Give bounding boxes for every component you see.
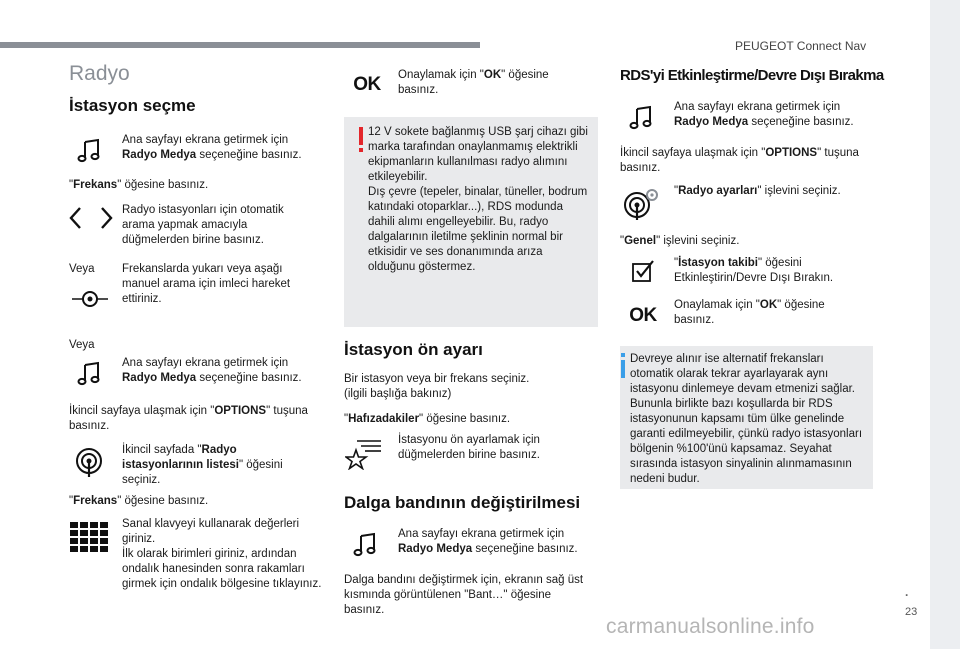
line-general — [620, 234, 870, 249]
step-confirm-ok — [674, 298, 864, 328]
step-confirm-ok — [398, 68, 588, 98]
music-note-icon — [74, 136, 104, 166]
text: seçeneğine basınız. — [196, 372, 302, 384]
text-bold: Radyo ayarları — [678, 185, 758, 197]
text: " öğesine basınız. — [674, 299, 825, 326]
info-box — [620, 346, 873, 489]
text-bold: OK — [759, 299, 778, 311]
step-radio-media — [122, 133, 322, 163]
text: " tuşuna basınız. — [620, 147, 859, 174]
text: İkincil sayfaya ulaşmak için " — [620, 147, 766, 159]
header-title: PEUGEOT Connect Nav — [735, 39, 867, 53]
heading-preset: İstasyon ön ayarı — [344, 340, 483, 359]
text: " işlevini seçiniz. — [656, 235, 740, 247]
text-bold: Radyo Medya — [122, 149, 197, 161]
text-bold: Radyo istasyonlarının listesi — [122, 444, 239, 471]
text: " öğesine basınız. — [398, 69, 549, 96]
text: Ana sayfayı ekrana getirmek için — [398, 528, 565, 540]
text-bold: Frekans — [73, 179, 118, 191]
text: " — [620, 235, 625, 247]
text: " — [344, 413, 349, 425]
text: " öğesine basınız. — [419, 413, 511, 425]
header-rule — [0, 42, 480, 48]
waveband-text: Dalga bandını değiştirmek için, ekranın sağ üst kısmında görüntülenen "Bant…" öğesine basınız. — [344, 574, 584, 616]
info-mark-icon — [621, 360, 625, 378]
page-number: 23 — [905, 606, 918, 618]
ok-icon: OK — [629, 304, 657, 326]
section-title: Radyo — [69, 62, 130, 85]
text-bold: OK — [483, 69, 502, 81]
text: " işlevini seçiniz. — [757, 185, 841, 197]
text: " — [674, 185, 679, 197]
chevron-left-right-icon — [67, 205, 115, 231]
step-radio-media — [398, 527, 598, 557]
info-mark-dot — [621, 353, 625, 357]
line-frequency — [69, 178, 319, 193]
text: seçeneğine basınız. — [748, 116, 854, 128]
step-virtual-keyboard: Sanal klavyeyi kullanarak değerleri giriniz. İlk olarak birimleri giriniz, ardından ondalık hanesinden sonra rakamları girmek için ondalık bölgesine tıklayınız. — [122, 518, 322, 590]
or-label: Veya — [69, 339, 95, 351]
text-bold: Radyo Medya — [398, 543, 473, 555]
text: " öğesine basınız. — [117, 179, 209, 191]
music-note-icon — [626, 103, 656, 133]
text: İkincil sayfada " — [122, 444, 202, 456]
text-bold: İstasyon takibi — [678, 257, 758, 269]
text-bold: OPTIONS — [214, 405, 267, 417]
text: seçeneğine basınız. — [196, 149, 302, 161]
text: " öğesini seçiniz. — [122, 459, 283, 486]
text-bold: OPTIONS — [765, 147, 818, 159]
radio-signal-icon — [73, 446, 105, 478]
line-options — [620, 146, 880, 176]
text: " — [69, 495, 74, 507]
step-auto-search: Radyo istasyonları için otomatik arama yapmak amacıyla düğmelerden birine basınız. — [122, 204, 284, 246]
text: Ana sayfayı ekrana getirmek için — [122, 134, 289, 146]
text-bold: Genel — [624, 235, 657, 247]
text: Ana sayfayı ekrana getirmek için — [674, 101, 841, 113]
heading-rds: RDS'yi Etkinleştirme/Devre Dışı Bırakma — [620, 67, 884, 84]
checkbox-icon — [630, 258, 656, 284]
text: Ana sayfayı ekrana getirmek için — [122, 357, 289, 369]
text-bold: Hafızadakiler — [348, 413, 420, 425]
line-frequency — [69, 494, 319, 509]
music-note-icon — [74, 359, 104, 389]
keypad-icon — [70, 522, 110, 552]
step-preset-button: İstasyonu ön ayarlamak için düğmelerden birine basınız. — [398, 434, 540, 461]
text: " öğesine basınız. — [117, 495, 209, 507]
step-radio-media — [674, 100, 874, 130]
radio-settings-icon — [622, 187, 660, 221]
text-bold: Radyo Medya — [122, 372, 197, 384]
warning-box — [344, 117, 598, 327]
warning-text: 12 V sokete bağlanmış USB şarj cihazı gibi marka tarafından onaylanmamış elektrikli ekipmanların kullanılması radyo alımını etkileyebilir. Dış çevre (tepeler, binalar, tüneller, bodrum katındaki otoparklar...), RDS modunda dahili alımı engelleyebilir. Bu, radyo dalgalarının iletilme şeklinin normal bir etkisidir ve ses donanımında arıza olduğunu göstermez. — [368, 126, 588, 273]
preset-intro: Bir istasyon veya bir frekans seçiniz. (ilgili başlığa bakınız) — [344, 373, 530, 400]
watermark: carmanualsonline.info — [606, 615, 815, 638]
page-side-strip — [930, 0, 960, 649]
line-memory — [344, 412, 594, 427]
star-preset-icon — [345, 438, 385, 470]
text: Onaylamak için " — [674, 299, 760, 311]
text: İkincil sayfaya ulaşmak için " — [69, 405, 215, 417]
warning-mark-dot — [359, 148, 363, 152]
step-manual-search: Frekanslarda yukarı veya aşağı manuel arama için imleci hareket ettiriniz. — [122, 263, 291, 305]
text: " tuşuna basınız. — [69, 405, 308, 432]
ok-icon: OK — [353, 73, 381, 95]
music-note-icon — [350, 530, 380, 560]
or-label: Veya — [69, 263, 95, 275]
text: " — [674, 257, 679, 269]
line-options — [69, 404, 329, 434]
step-radio-settings — [674, 184, 874, 199]
text: Onaylamak için " — [398, 69, 484, 81]
page-dot: . — [905, 585, 909, 599]
text: " öğesini Etkinleştirin/Devre Dışı Bırakın. — [674, 257, 834, 284]
step-station-tracking — [674, 256, 874, 286]
text: seçeneğine basınız. — [472, 543, 578, 555]
info-text: Devreye alınır ise alternatif frekansları otomatik olarak tekrar ayarlayarak aynı istasyonu dinlemeye devam etmenizi sağlar. Bununla birlikte bazı koşullarda bir RDS istasyonunun kapsamı tüm ülke genelinde garanti edilmeyebilir, çünkü radyo istasyonları bölgenin %100'ünü kapsamaz. Seyahat sırasında istasyon sinyalinin alınmamasının nedeni budur. — [630, 353, 863, 485]
text: " — [69, 179, 74, 191]
warning-mark-icon — [359, 127, 363, 145]
heading-station-select: İstasyon seçme — [69, 96, 196, 115]
tuner-cursor-icon — [71, 286, 109, 312]
step-radio-media — [122, 356, 322, 386]
text-bold: Radyo Medya — [674, 116, 749, 128]
text-bold: Frekans — [73, 495, 118, 507]
heading-waveband: Dalga bandının değiştirilmesi — [344, 493, 581, 512]
step-station-list — [122, 443, 312, 488]
